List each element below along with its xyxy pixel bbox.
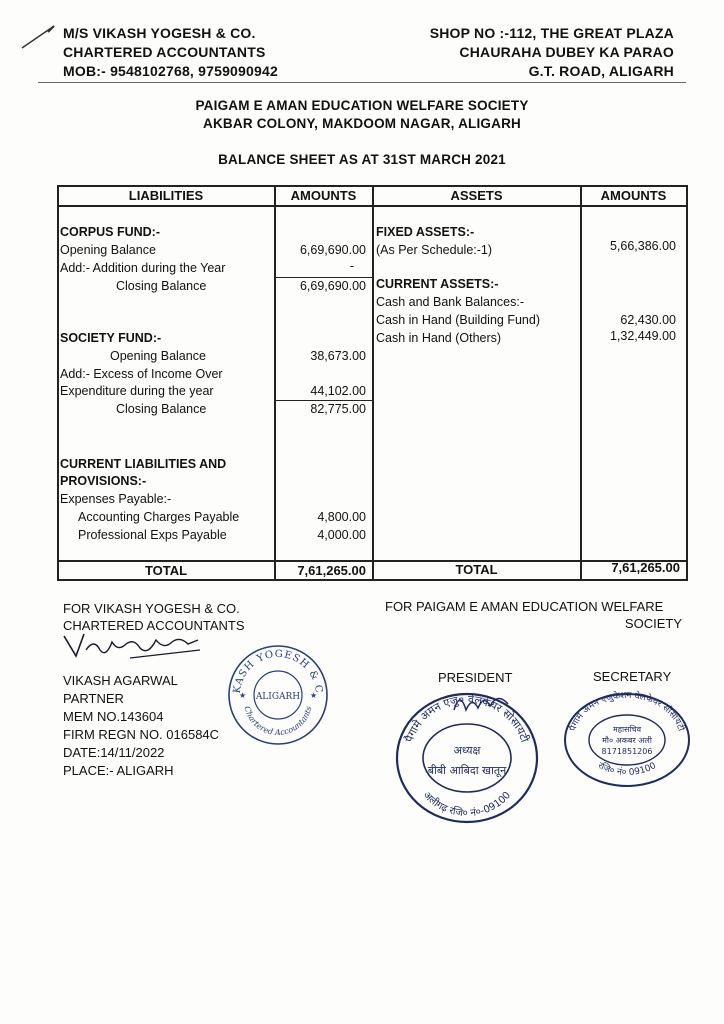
firm-profession: CHARTERED ACCOUNTANTS xyxy=(63,44,266,60)
secretary-stamp-ring-text: पैगामे अमन एजुकेशन वेलफेयर सोसायटी xyxy=(568,690,686,733)
society-for-line-2: SOCIETY xyxy=(624,616,682,631)
president-stamp-title: अध्यक्ष xyxy=(453,744,481,757)
president-stamp-ring-text: पैगामे अमन एजु० वेलफेयर सोसायटी xyxy=(402,692,532,745)
society-opening-value: 38,673.00 xyxy=(310,349,366,363)
secretary-stamp xyxy=(562,690,692,795)
header-assets: ASSETS xyxy=(450,188,503,203)
corpus-opening-label: Opening Balance xyxy=(60,243,156,257)
table-right-border xyxy=(686,185,688,580)
corpus-addition-label: Add:- Addition during the Year xyxy=(60,261,226,275)
society-closing-value: 82,775.00 xyxy=(310,402,366,416)
secretary-stamp-title: महासचिव xyxy=(612,725,642,734)
corpus-closing-value: 6,69,690.00 xyxy=(299,279,366,293)
society-address: AKBAR COLONY, MAKDOOM NAGAR, ALIGARH xyxy=(203,116,521,131)
expenses-payable-label: Expenses Payable:- xyxy=(60,492,172,506)
shop-address-line3: G.T. ROAD, ALIGARH xyxy=(528,63,674,79)
professional-exps-label: Professional Exps Payable xyxy=(78,528,227,542)
svg-text:Chartered Accountants xyxy=(242,705,313,737)
current-liabilities-heading-1: CURRENT LIABILITIES AND xyxy=(60,457,227,471)
corpus-addition-value: - xyxy=(349,259,354,273)
secretary-stamp-bottom-text: रजि० नं० 09100 xyxy=(596,760,658,778)
society-excess-value: 44,102.00 xyxy=(310,384,366,398)
ca-seal-center-text: ALIGARH xyxy=(255,692,301,702)
auditor-date: DATE:14/11/2022 xyxy=(63,745,165,760)
shop-address-line1: SHOP NO :-112, THE GREAT PLAZA xyxy=(429,25,674,41)
secretary-stamp-phone: 8171851206 xyxy=(601,747,653,756)
total-right-label: TOTAL xyxy=(455,562,498,577)
accounting-charges-value: 4,800.00 xyxy=(317,510,366,524)
fixed-assets-schedule-label: (As Per Schedule:-1) xyxy=(376,243,493,257)
auditor-designation: PARTNER xyxy=(63,691,124,706)
society-closing-label: Closing Balance xyxy=(116,402,207,416)
auditor-profession: CHARTERED ACCOUNTANTS xyxy=(63,618,245,633)
fixed-assets-heading: FIXED ASSETS:- xyxy=(376,225,475,239)
auditor-for-line: FOR VIKASH YOGESH & CO. xyxy=(63,601,240,616)
fixed-assets-value: 5,66,386.00 xyxy=(609,239,676,253)
table-left-border xyxy=(57,185,59,580)
corpus-fund-heading: CORPUS FUND:- xyxy=(60,225,160,239)
society-for-line-1: FOR PAIGAM E AMAN EDUCATION WELFARE xyxy=(385,599,664,614)
header-amounts-left: AMOUNTS xyxy=(290,188,357,203)
professional-exps-value: 4,000.00 xyxy=(317,528,366,542)
auditor-signature xyxy=(60,628,210,664)
society-opening-label: Opening Balance xyxy=(110,349,206,363)
president-stamp xyxy=(392,688,542,831)
firm-name: M/S VIKASH YOGESH & CO. xyxy=(63,25,256,41)
corpus-closing-label: Closing Balance xyxy=(116,279,207,293)
ca-seal-top-text: KASH YOGESH & C xyxy=(231,648,325,695)
accounting-charges-label: Accounting Charges Payable xyxy=(78,510,240,524)
cash-building-value: 62,430.00 xyxy=(620,313,676,327)
firm-mobile: MOB:- 9548102768, 9759090942 xyxy=(63,63,278,79)
table-col-divider-2 xyxy=(372,185,374,580)
secretary-stamp-name: मौ० अकबर अली xyxy=(602,736,652,745)
sheet-title: BALANCE SHEET AS AT 31ST MARCH 2021 xyxy=(218,152,506,167)
corpus-opening-value: 6,69,690.00 xyxy=(299,243,366,257)
ca-seal-star-left-icon: ★ xyxy=(239,691,247,700)
society-name: PAIGAM E AMAN EDUCATION WELFARE SOCIETY xyxy=(195,98,529,113)
society-excess-label-1: Add:- Excess of Income Over xyxy=(60,367,223,381)
pen-mark-icon xyxy=(20,22,60,57)
auditor-firm-regn: FIRM REGN NO. 016584C xyxy=(63,727,220,742)
president-label: PRESIDENT xyxy=(438,670,513,685)
current-liabilities-heading-2: PROVISIONS:- xyxy=(60,474,147,488)
ca-seal-star-right-icon: ★ xyxy=(310,691,318,700)
cash-building-label: Cash in Hand (Building Fund) xyxy=(376,313,540,327)
cash-bank-label: Cash and Bank Balances:- xyxy=(376,295,525,309)
header-divider xyxy=(38,82,686,83)
society-excess-label-2: Expenditure during the year xyxy=(60,384,214,398)
firm-header xyxy=(63,24,278,81)
svg-text:VIKASH YOGESH & CO. xyxy=(226,643,324,694)
ca-seal xyxy=(226,643,330,752)
shop-address xyxy=(430,24,674,81)
shop-address-line2: CHAURAHA DUBEY KA PARAO xyxy=(459,44,674,60)
current-assets-heading: CURRENT ASSETS:- xyxy=(376,277,499,291)
society-fund-heading: SOCIETY FUND:- xyxy=(60,331,162,345)
total-right-value: 7,61,265.00 xyxy=(611,560,680,575)
header-amounts-right: AMOUNTS xyxy=(600,188,667,203)
auditor-place: PLACE:- ALIGARH xyxy=(63,763,174,778)
total-left-value: 7,61,265.00 xyxy=(297,563,366,578)
svg-text:रजि० नं० 09100 xyxy=(596,761,658,778)
secretary-label: SECRETARY xyxy=(593,669,672,684)
president-stamp-name: बीबी आबिदा खातून xyxy=(427,764,507,777)
cash-others-label: Cash in Hand (Others) xyxy=(376,331,502,345)
svg-text:पैगामे अमन एजु० वेलफेयर सोसायट xyxy=(403,693,532,744)
ca-seal-bottom-text: Chartered Accountants xyxy=(242,705,314,738)
auditor-partner-name: VIKASH AGARWAL xyxy=(63,673,178,688)
header-liabilities: LIABILITIES xyxy=(128,188,204,203)
auditor-signature-stroke xyxy=(60,628,210,664)
cash-others-value: 1,32,449.00 xyxy=(609,329,676,343)
president-stamp-bottom-text: अलीगढ़ रजि० नं०-09100 xyxy=(420,789,514,820)
total-left-label: TOTAL xyxy=(144,563,188,578)
auditor-membership: MEM NO.143604 xyxy=(63,709,164,724)
